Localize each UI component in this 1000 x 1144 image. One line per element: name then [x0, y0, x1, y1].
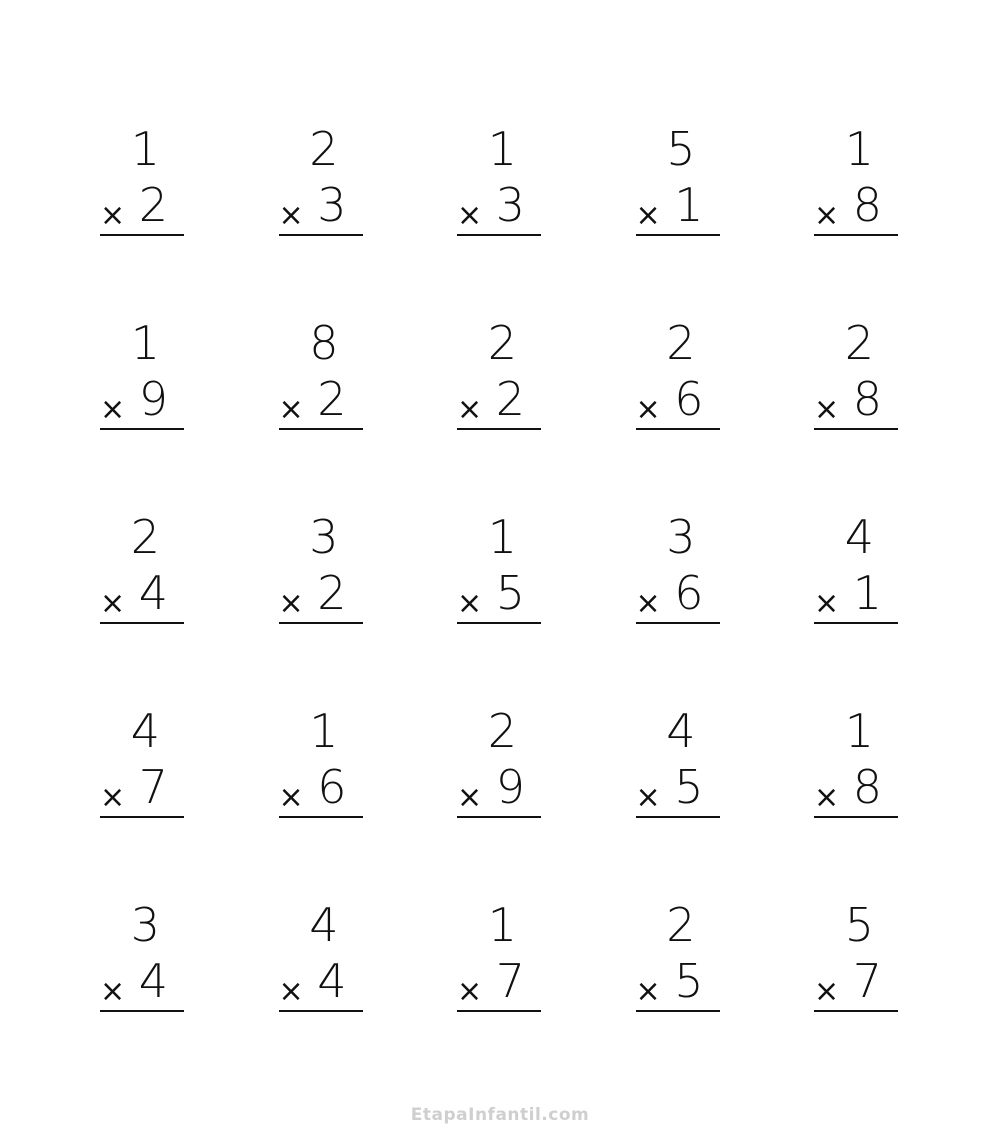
multiplier: 2 — [317, 372, 347, 426]
multiplier: 9 — [138, 372, 168, 426]
times-sign: × — [635, 392, 661, 427]
multiplicand: 3 — [130, 898, 160, 952]
answer-line — [814, 1010, 898, 1012]
answer-line — [814, 622, 898, 624]
multiplication-problem — [457, 118, 541, 312]
multiplication-problem — [457, 312, 541, 506]
multiplication-problem — [279, 506, 363, 700]
multiplier: 3 — [317, 178, 347, 232]
answer-line — [279, 622, 363, 624]
times-sign: × — [635, 198, 661, 233]
multiplication-problem — [279, 894, 363, 1088]
multiplication-problem — [814, 700, 898, 894]
answer-line — [814, 428, 898, 430]
answer-line — [457, 816, 541, 818]
times-sign: × — [635, 586, 661, 621]
multiplication-problem — [100, 700, 184, 894]
times-sign: × — [457, 780, 483, 815]
multiplicand: 1 — [844, 704, 874, 758]
multiplier: 7 — [852, 954, 882, 1008]
multiplicand: 5 — [844, 898, 874, 952]
times-sign: × — [814, 780, 840, 815]
multiplier: 2 — [138, 178, 168, 232]
multiplication-problem — [100, 118, 184, 312]
multiplication-problem — [814, 894, 898, 1088]
answer-line — [457, 234, 541, 236]
multiplier: 8 — [852, 178, 882, 232]
multiplicand: 1 — [130, 122, 160, 176]
multiplier: 7 — [138, 760, 168, 814]
multiplier: 5 — [674, 954, 704, 1008]
times-sign: × — [814, 586, 840, 621]
answer-line — [100, 428, 184, 430]
multiplier: 4 — [317, 954, 347, 1008]
multiplier: 6 — [674, 372, 704, 426]
multiplication-problem — [100, 506, 184, 700]
times-sign: × — [100, 586, 126, 621]
multiplier: 2 — [317, 566, 347, 620]
times-sign: × — [100, 198, 126, 233]
multiplication-problem — [100, 894, 184, 1088]
multiplier: 8 — [852, 372, 882, 426]
multiplicand: 2 — [309, 122, 339, 176]
multiplier: 1 — [674, 178, 704, 232]
multiplication-problem — [636, 894, 720, 1088]
times-sign: × — [457, 198, 483, 233]
multiplication-problem — [636, 700, 720, 894]
multiplier: 1 — [852, 566, 882, 620]
multiplicand: 2 — [666, 898, 696, 952]
multiplication-problem — [279, 118, 363, 312]
multiplier: 9 — [495, 760, 525, 814]
answer-line — [636, 1010, 720, 1012]
multiplicand: 4 — [844, 510, 874, 564]
answer-line — [457, 1010, 541, 1012]
multiplicand: 1 — [844, 122, 874, 176]
answer-line — [636, 622, 720, 624]
multiplier: 8 — [852, 760, 882, 814]
multiplicand: 2 — [130, 510, 160, 564]
answer-line — [100, 1010, 184, 1012]
answer-line — [279, 816, 363, 818]
multiplier: 6 — [317, 760, 347, 814]
problem-grid — [100, 118, 898, 1088]
times-sign: × — [814, 392, 840, 427]
multiplication-problem — [279, 312, 363, 506]
multiplication-problem — [457, 506, 541, 700]
multiplication-problem — [814, 506, 898, 700]
multiplier: 5 — [674, 760, 704, 814]
multiplication-problem — [457, 700, 541, 894]
times-sign: × — [635, 780, 661, 815]
answer-line — [636, 234, 720, 236]
times-sign: × — [457, 974, 483, 1009]
multiplicand: 4 — [309, 898, 339, 952]
multiplicand: 3 — [666, 510, 696, 564]
answer-line — [636, 428, 720, 430]
multiplicand: 5 — [666, 122, 696, 176]
multiplication-problem — [636, 506, 720, 700]
answer-line — [279, 234, 363, 236]
answer-line — [279, 428, 363, 430]
times-sign: × — [457, 586, 483, 621]
multiplication-problem — [636, 312, 720, 506]
times-sign: × — [278, 198, 304, 233]
multiplicand: 1 — [487, 122, 517, 176]
multiplicand: 8 — [309, 316, 339, 370]
multiplier: 2 — [495, 372, 525, 426]
answer-line — [457, 428, 541, 430]
answer-line — [100, 234, 184, 236]
times-sign: × — [278, 392, 304, 427]
multiplicand: 3 — [309, 510, 339, 564]
answer-line — [279, 1010, 363, 1012]
multiplication-problem — [100, 312, 184, 506]
answer-line — [100, 622, 184, 624]
multiplier: 5 — [495, 566, 525, 620]
answer-line — [636, 816, 720, 818]
multiplication-problem — [814, 118, 898, 312]
multiplication-problem — [636, 118, 720, 312]
multiplicand: 2 — [487, 316, 517, 370]
multiplicand: 1 — [130, 316, 160, 370]
multiplication-problem — [457, 894, 541, 1088]
times-sign: × — [814, 974, 840, 1009]
multiplicand: 4 — [130, 704, 160, 758]
times-sign: × — [635, 974, 661, 1009]
multiplication-problem — [279, 700, 363, 894]
multiplicand: 4 — [666, 704, 696, 758]
multiplier: 4 — [138, 954, 168, 1008]
answer-line — [814, 816, 898, 818]
times-sign: × — [278, 974, 304, 1009]
multiplier: 6 — [674, 566, 704, 620]
multiplicand: 2 — [844, 316, 874, 370]
times-sign: × — [457, 392, 483, 427]
answer-line — [814, 234, 898, 236]
watermark: EtapaInfantil.com — [410, 1105, 590, 1125]
times-sign: × — [100, 392, 126, 427]
multiplier: 3 — [495, 178, 525, 232]
multiplicand: 1 — [487, 898, 517, 952]
multiplier: 7 — [495, 954, 525, 1008]
times-sign: × — [100, 974, 126, 1009]
multiplicand: 1 — [309, 704, 339, 758]
multiplier: 4 — [138, 566, 168, 620]
multiplicand: 1 — [487, 510, 517, 564]
multiplicand: 2 — [666, 316, 696, 370]
answer-line — [100, 816, 184, 818]
multiplicand: 2 — [487, 704, 517, 758]
times-sign: × — [100, 780, 126, 815]
answer-line — [457, 622, 541, 624]
times-sign: × — [278, 780, 304, 815]
times-sign: × — [814, 198, 840, 233]
times-sign: × — [278, 586, 304, 621]
multiplication-problem — [814, 312, 898, 506]
